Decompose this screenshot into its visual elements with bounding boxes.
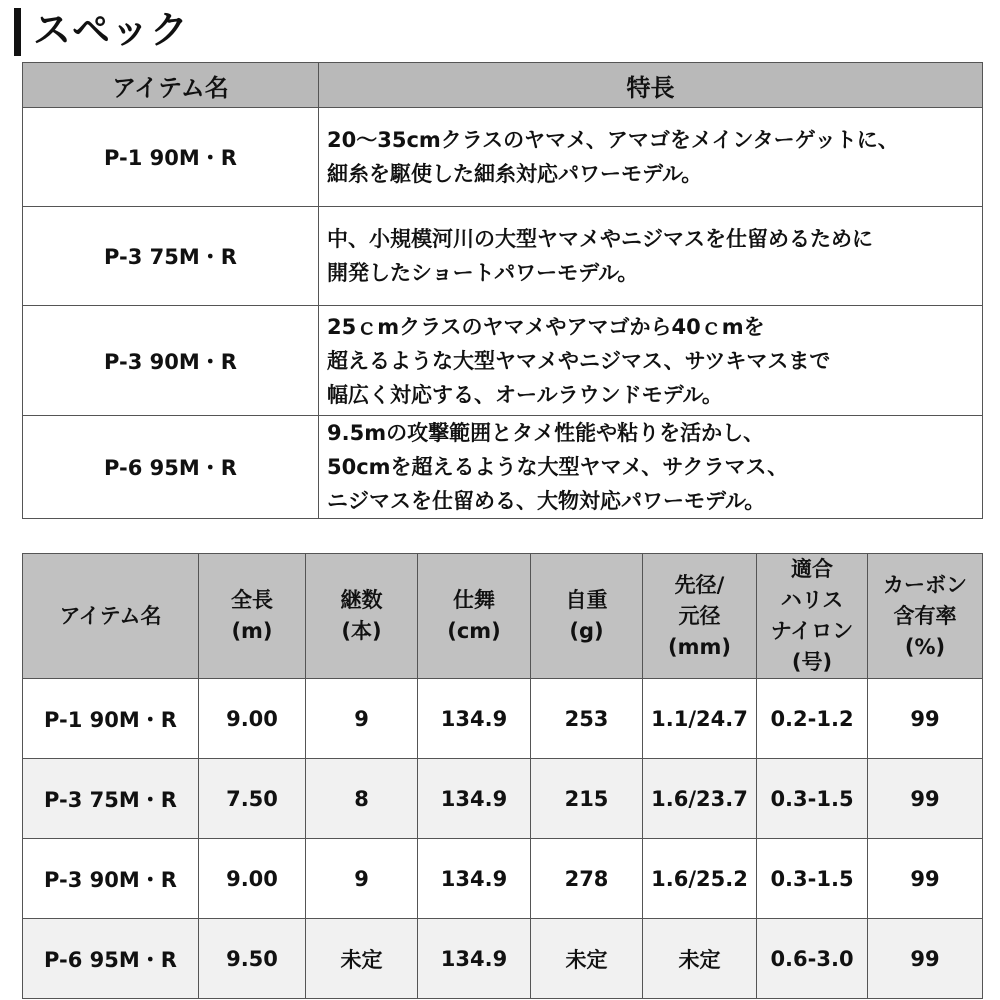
spec-cell-length: 9.00 xyxy=(199,679,306,759)
spec-header-line: 適合 ハリス ナイロン (号) xyxy=(757,554,868,679)
features-row xyxy=(23,416,983,519)
spec-cell-sections: 9 xyxy=(306,679,418,759)
spec-header-diameter: 先径/ 元径 (mm) xyxy=(643,554,757,679)
features-row xyxy=(23,108,983,207)
section-title: スペック xyxy=(33,8,190,52)
spec-header-length: 全長 (m) xyxy=(199,554,306,679)
spec-cell-item-name: P-6 95M・R xyxy=(23,919,199,999)
features-description: 25ｃmクラスのヤマメやアマゴから40ｃmを 超えるような大型ヤマメやニジマス、サツキマスまで 幅広く対応する、オールラウンドモデル。 xyxy=(319,306,983,416)
spec-table xyxy=(22,553,983,999)
spec-cell-line: 0.3-1.5 xyxy=(757,759,868,839)
spec-cell-line: 0.3-1.5 xyxy=(757,839,868,919)
features-item-name: P-3 90M・R xyxy=(23,306,319,416)
spec-cell-closed-length: 134.9 xyxy=(418,759,531,839)
spec-cell-weight: 253 xyxy=(531,679,643,759)
features-item-name: P-3 75M・R xyxy=(23,207,319,306)
features-description: 中、小規模河川の大型ヤマメやニジマスを仕留めるために 開発したショートパワーモデル。 xyxy=(319,207,983,306)
spec-cell-length: 7.50 xyxy=(199,759,306,839)
spec-cell-item-name: P-3 75M・R xyxy=(23,759,199,839)
spec-cell-diameter: 未定 xyxy=(643,919,757,999)
spec-row xyxy=(23,759,983,839)
spec-cell-closed-length: 134.9 xyxy=(418,839,531,919)
spec-cell-weight: 215 xyxy=(531,759,643,839)
features-table xyxy=(22,62,983,519)
spec-cell-sections: 8 xyxy=(306,759,418,839)
spec-cell-closed-length: 134.9 xyxy=(418,679,531,759)
features-item-name: P-6 95M・R xyxy=(23,416,319,519)
spec-cell-weight: 278 xyxy=(531,839,643,919)
spec-cell-diameter: 1.6/23.7 xyxy=(643,759,757,839)
features-description: 20～35cmクラスのヤマメ、アマゴをメインターゲットに、 細糸を駆使した細糸対応パワーモデル。 xyxy=(319,108,983,207)
spec-cell-carbon: 99 xyxy=(868,679,983,759)
spec-cell-line: 0.2-1.2 xyxy=(757,679,868,759)
spec-header-sections: 継数 (本) xyxy=(306,554,418,679)
section-title-bar xyxy=(14,8,21,56)
spec-row xyxy=(23,839,983,919)
spec-cell-line: 0.6-3.0 xyxy=(757,919,868,999)
features-header-row xyxy=(23,63,983,108)
features-row xyxy=(23,306,983,416)
spec-cell-length: 9.00 xyxy=(199,839,306,919)
spec-row xyxy=(23,679,983,759)
spec-cell-diameter: 1.6/25.2 xyxy=(643,839,757,919)
spec-cell-weight: 未定 xyxy=(531,919,643,999)
spec-cell-closed-length: 134.9 xyxy=(418,919,531,999)
spec-header-closed-length: 仕舞 (cm) xyxy=(418,554,531,679)
features-row xyxy=(23,207,983,306)
spec-cell-item-name: P-1 90M・R xyxy=(23,679,199,759)
spec-cell-sections: 未定 xyxy=(306,919,418,999)
spec-row xyxy=(23,919,983,999)
spec-header-row xyxy=(23,554,983,679)
spec-header-item-name: アイテム名 xyxy=(23,554,199,679)
spec-cell-sections: 9 xyxy=(306,839,418,919)
spec-cell-length: 9.50 xyxy=(199,919,306,999)
features-item-name: P-1 90M・R xyxy=(23,108,319,207)
spec-header-weight: 自重 (g) xyxy=(531,554,643,679)
spec-cell-carbon: 99 xyxy=(868,839,983,919)
spec-cell-diameter: 1.1/24.7 xyxy=(643,679,757,759)
features-header-features: 特長 xyxy=(319,63,983,108)
spec-header-carbon: カーボン 含有率 (%) xyxy=(868,554,983,679)
spec-cell-carbon: 99 xyxy=(868,919,983,999)
features-header-item-name: アイテム名 xyxy=(23,63,319,108)
features-description: 9.5mの攻撃範囲とタメ性能や粘りを活かし、 50cmを超えるような大型ヤマメ、サクラマス、 ニジマスを仕留める、大物対応パワーモデル。 xyxy=(319,416,983,519)
spec-cell-carbon: 99 xyxy=(868,759,983,839)
spec-cell-item-name: P-3 90M・R xyxy=(23,839,199,919)
